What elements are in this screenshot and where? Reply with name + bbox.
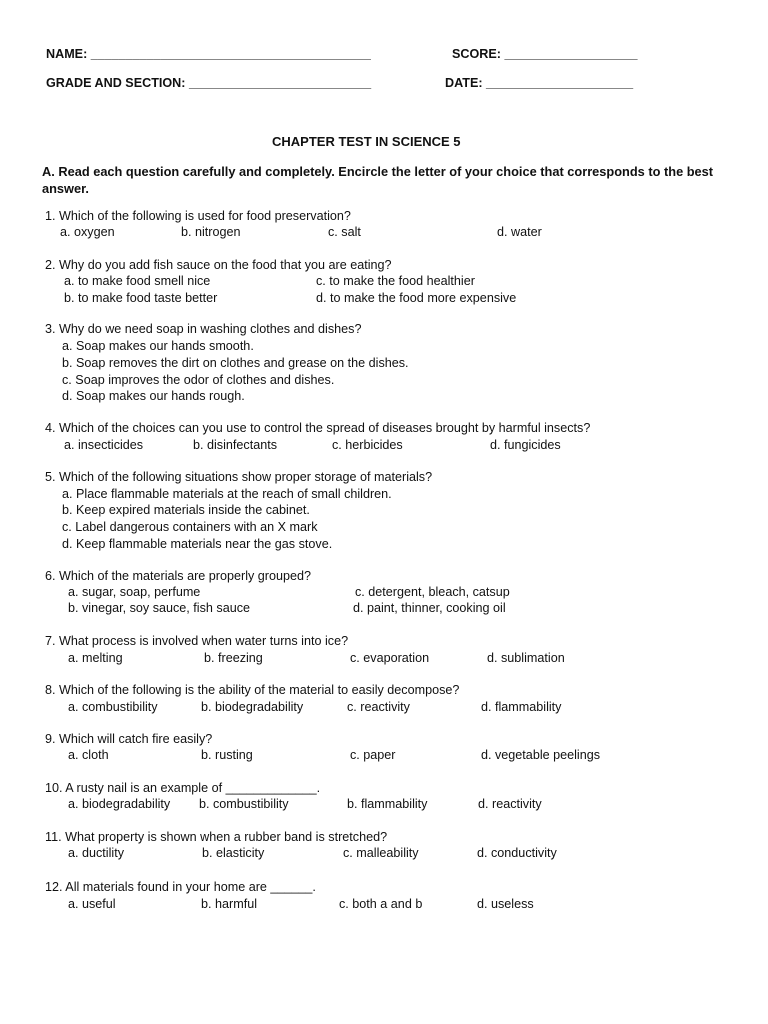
question-3: 3. Why do we need soap in washing clothes and dishes? (45, 322, 362, 336)
q3-choice-c[interactable]: c. Soap improves the odor of clothes and dishes. (62, 373, 335, 387)
question-2: 2. Why do you add fish sauce on the food that you are eating? (45, 258, 392, 272)
q7-choice-d[interactable]: d. sublimation (487, 651, 565, 665)
q5-choice-c[interactable]: c. Label dangerous containers with an X mark (62, 520, 318, 534)
q1-choice-b[interactable]: b. nitrogen (181, 225, 241, 239)
date-field[interactable]: DATE: _____________________ (445, 76, 634, 90)
q12-choice-b[interactable]: b. harmful (201, 897, 257, 911)
q9-choice-a[interactable]: a. cloth (68, 748, 109, 762)
q4-choice-a[interactable]: a. insecticides (64, 438, 144, 452)
q7-choice-c[interactable]: c. evaporation (350, 651, 430, 665)
q5-choice-b[interactable]: b. Keep expired materials inside the cabinet. (62, 503, 310, 517)
q12-choice-a[interactable]: a. useful (68, 897, 116, 911)
q6-choice-b[interactable]: b. vinegar, soy sauce, fish sauce (68, 601, 251, 615)
q4-choice-b[interactable]: b. disinfectants (193, 438, 278, 452)
q10-choice-b[interactable]: b. combustibility (199, 797, 289, 811)
q11-choice-a[interactable]: a. ductility (68, 846, 124, 860)
q10-choice-a[interactable]: a. biodegradability (68, 797, 171, 811)
q10-choice-d[interactable]: d. reactivity (478, 797, 542, 811)
question-8: 8. Which of the following is the ability of the material to easily decompose? (45, 683, 460, 697)
q3-choice-a[interactable]: a. Soap makes our hands smooth. (62, 339, 254, 353)
q4-choice-d[interactable]: d. fungicides (490, 438, 561, 452)
q8-choice-d[interactable]: d. flammability (481, 700, 562, 714)
q1-choice-a[interactable]: a. oxygen (60, 225, 115, 239)
q2-choice-b[interactable]: b. to make food taste better (64, 291, 218, 305)
q10-choice-c[interactable]: b. flammability (347, 797, 428, 811)
q12-choice-c[interactable]: c. both a and b (339, 897, 423, 911)
q5-choice-d[interactable]: d. Keep flammable materials near the gas stove. (62, 537, 333, 551)
question-6: 6. Which of the materials are properly grouped? (45, 569, 312, 583)
q11-choice-d[interactable]: d. conductivity (477, 846, 557, 860)
q7-choice-a[interactable]: a. melting (68, 651, 123, 665)
question-12: 12. All materials found in your home are ______. (45, 880, 316, 894)
q3-choice-b[interactable]: b. Soap removes the dirt on clothes and grease on the dishes. (62, 356, 409, 370)
question-5: 5. Which of the following situations show proper storage of materials? (45, 470, 433, 484)
q8-choice-c[interactable]: c. reactivity (347, 700, 410, 714)
q6-choice-c[interactable]: c. detergent, bleach, catsup (355, 585, 510, 599)
score-field[interactable]: SCORE: ___________________ (452, 47, 638, 61)
question-10: 10. A rusty nail is an example of _____________. (45, 781, 321, 795)
q1-choice-d[interactable]: d. water (497, 225, 542, 239)
page-title: CHAPTER TEST IN SCIENCE 5 (272, 134, 461, 149)
question-9: 9. Which will catch fire easily? (45, 732, 213, 746)
instruction-text: A. Read each question carefully and completely. Encircle the letter of your choice that corresponds to the best answer. (42, 164, 714, 196)
q9-choice-c[interactable]: c. paper (350, 748, 396, 762)
q6-choice-a[interactable]: a. sugar, soap, perfume (68, 585, 201, 599)
question-4: 4. Which of the choices can you use to control the spread of diseases brought by harmful insects? (45, 421, 591, 435)
q1-choice-c[interactable]: c. salt (328, 225, 361, 239)
q11-choice-c[interactable]: c. malleability (343, 846, 419, 860)
q12-choice-d[interactable]: d. useless (477, 897, 534, 911)
q4-choice-c[interactable]: c. herbicides (332, 438, 403, 452)
q7-choice-b[interactable]: b. freezing (204, 651, 263, 665)
q2-choice-c[interactable]: c. to make the food healthier (316, 274, 475, 288)
q11-choice-b[interactable]: b. elasticity (202, 846, 265, 860)
grade-section-field[interactable]: GRADE AND SECTION: __________________________ (46, 76, 372, 90)
question-7: 7. What process is involved when water turns into ice? (45, 634, 349, 648)
q9-choice-d[interactable]: d. vegetable peelings (481, 748, 601, 762)
q2-choice-a[interactable]: a. to make food smell nice (64, 274, 211, 288)
q8-choice-a[interactable]: a. combustibility (68, 700, 158, 714)
q9-choice-b[interactable]: b. rusting (201, 748, 253, 762)
q5-choice-a[interactable]: a. Place flammable materials at the reach of small children. (62, 487, 392, 501)
q6-choice-d[interactable]: d. paint, thinner, cooking oil (353, 601, 506, 615)
question-11: 11. What property is shown when a rubber band is stretched? (45, 830, 388, 844)
q8-choice-b[interactable]: b. biodegradability (201, 700, 304, 714)
name-field[interactable]: NAME: ________________________________________ (46, 47, 371, 61)
q3-choice-d[interactable]: d. Soap makes our hands rough. (62, 389, 245, 403)
q2-choice-d[interactable]: d. to make the food more expensive (316, 291, 517, 305)
question-1: 1. Which of the following is used for food preservation? (45, 209, 351, 223)
